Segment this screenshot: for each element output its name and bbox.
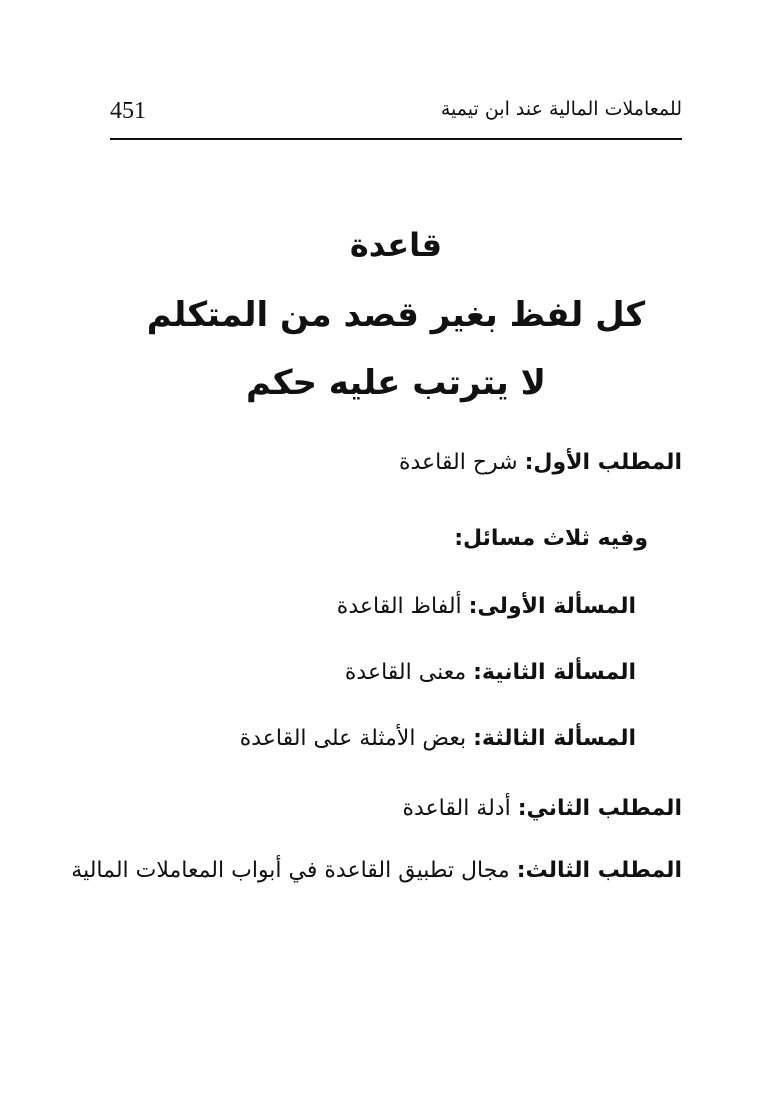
section-first (399, 450, 682, 475)
issue-third-text: بعض الأمثلة على القاعدة (239, 726, 474, 751)
header-rule (110, 138, 682, 140)
issue-first-lead: المسألة الأولى: (468, 594, 636, 619)
section-third-text: مجال تطبيق القاعدة في أبواب المعاملات المالية (71, 858, 517, 883)
section-intro (454, 526, 648, 551)
rule-title-line-1: كل لفظ بغير قصد من المتكلم (146, 295, 646, 335)
running-head: للمعاملات المالية عند ابن تيمية (440, 98, 682, 120)
issue-second-lead: المسألة الثانية: (473, 660, 636, 685)
section-second (402, 796, 682, 821)
issue-first-text: ألفاظ القاعدة (336, 594, 469, 619)
page-number: 451 (110, 98, 146, 124)
page-header (110, 96, 682, 136)
issue-third (240, 726, 636, 751)
section-third-lead: المطلب الثالث: (516, 858, 682, 883)
section-first-text: شرح القاعدة (398, 450, 525, 475)
rule-title-block (110, 226, 682, 403)
rule-title-line-2: لا يترتب عليه حكم (246, 363, 546, 403)
rule-heading: قاعدة (349, 226, 443, 264)
issue-second (345, 660, 636, 685)
section-third (71, 858, 682, 883)
issue-first (337, 594, 636, 619)
issue-third-lead: المسألة الثالثة: (473, 726, 636, 751)
issue-second-text: معنى القاعدة (344, 660, 474, 685)
section-first-lead: المطلب الأول: (524, 450, 682, 475)
section-second-lead: المطلب الثاني: (517, 796, 682, 821)
section-second-text: أدلة القاعدة (402, 796, 518, 821)
section-intro-lead: وفيه ثلاث مسائل: (454, 526, 648, 551)
